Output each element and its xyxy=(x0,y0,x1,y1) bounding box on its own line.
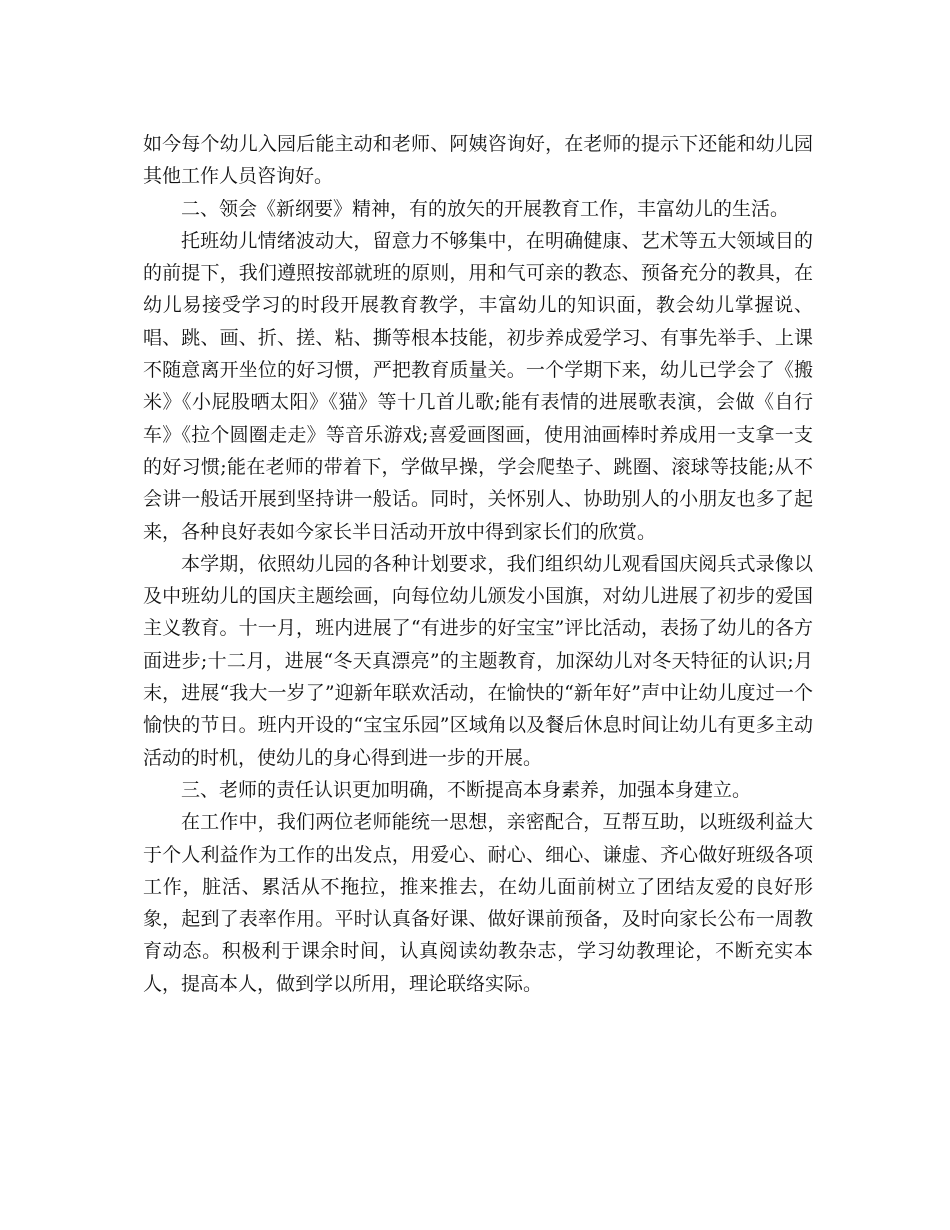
paragraph-3: 托班幼儿情绪波动大，留意力不够集中，在明确健康、艺术等五大领域目的的前提下，我们遵照按部就班的原则，用和气可亲的教态、预备充分的教具，在幼儿易接受学习的时段开展教育教学，丰富幼儿的知识面，教会幼儿掌握说、唱、跳、画、折、搓、粘、撕等根本技能，初步养成爱学习、有事先举手、上课不随意离开坐位的好习惯，严把教育质量关。一个学期下来，幼儿已学会了《搬米》《小屁股晒太阳》《猫》等十几首儿歌;能有表情的进展歌表演，会做《自行车》《拉个圆圈走走》等音乐游戏;喜爱画图画，使用油画棒时养成用一支拿一支的好习惯;能在老师的带着下，学做早操，学会爬垫子、跳圈、滚球等技能;从不会讲一般话开展到坚持讲一般话。同时，关怀别人、协助别人的小朋友也多了起来，各种良好表如今家长半日活动开放中得到家长们的欣赏。 xyxy=(143,229,813,543)
section-heading-3: 三、老师的责任认识更加明确，不断提高本身素养，加强本身建立。 xyxy=(181,778,752,801)
document-body xyxy=(143,128,813,1000)
paragraph-6: 在工作中，我们两位老师能统一思想，亲密配合，互帮互助，以班级利益大于个人利益作为工作的出发点，用爱心、耐心、细心、谦虚、齐心做好班级各项工作，脏活、累活从不拖拉，推来推去，在幼儿面前树立了团结友爱的良好形象，起到了表率作用。平时认真备好课、做好课前预备，及时向家长公布一周教育动态。积极利于课余时间，认真阅读幼教杂志，学习幼教理论，不断充实本人，提高本人，做到学以所用，理论联络实际。 xyxy=(143,811,813,995)
paragraph-1: 如今每个幼儿入园后能主动和老师、阿姨咨询好，在老师的提示下还能和幼儿园其他工作人员咨询好。 xyxy=(143,133,813,188)
section-heading-2: 二、领会《新纲要》精神，有的放矢的开展教育工作，丰富幼儿的生活。 xyxy=(181,197,790,220)
paragraph-4: 本学期，依照幼儿园的各种计划要求，我们组织幼儿观看国庆阅兵式录像以及中班幼儿的国庆主题绘画，向每位幼儿颁发小国旗，对幼儿进展了初步的爱国主义教育。十一月，班内进展了“有进步的好宝宝”评比活动，表扬了幼儿的各方面进步;十二月，进展“冬天真漂亮”的主题教育，加深幼儿对冬天特征的认识;月末，进展“我大一岁了”迎新年联欢活动，在愉快的“新年好”声中让幼儿度过一个愉快的节日。班内开设的“宝宝乐园”区域角以及餐后休息时间让幼儿有更多主动活动的时机，使幼儿的身心得到进一步的开展。 xyxy=(143,552,813,769)
